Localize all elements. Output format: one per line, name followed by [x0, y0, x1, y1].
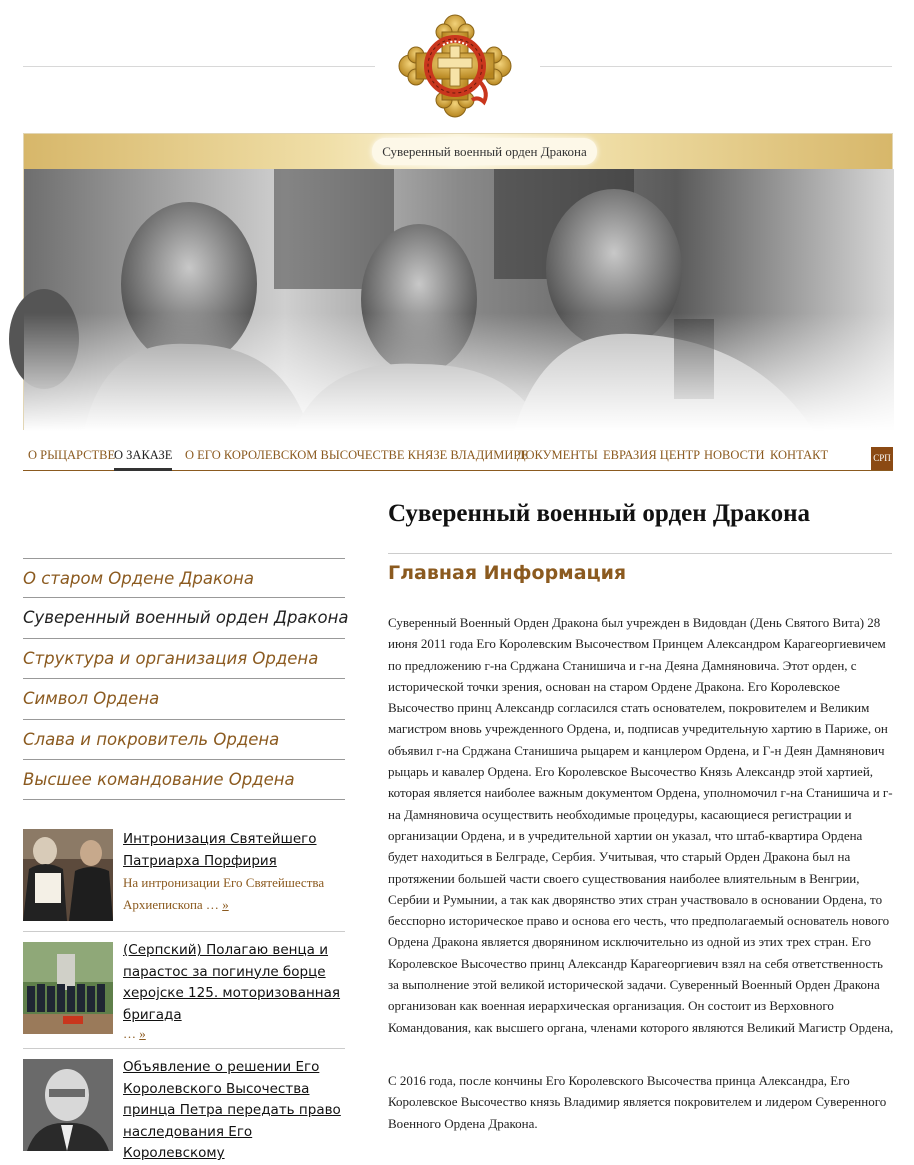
- sidebar-item-glory-patron[interactable]: Слава и покровитель Ордена: [23, 720, 345, 760]
- header-divider-left: [23, 66, 375, 67]
- banner-title: Суверенный военный орден Дракона: [372, 138, 597, 165]
- title-divider: [388, 553, 892, 554]
- news-excerpt-text: …: [123, 1026, 140, 1041]
- news-thumbnail[interactable]: [23, 829, 113, 921]
- news-divider: [23, 1048, 345, 1049]
- nav-item-documents[interactable]: ДОКУМЕНТЫ: [517, 448, 598, 462]
- news-title[interactable]: Объявление о решении Его Королевского Высочества принца Петра передать право наследования Его Королевскому: [123, 1059, 341, 1161]
- order-cross-emblem-icon[interactable]: [398, 12, 512, 120]
- nav-item-eurasia-center[interactable]: ЕВРАЗИЯ ЦЕНТР: [603, 448, 701, 462]
- sidebar-item-structure[interactable]: Структура и организация Ордена: [23, 639, 345, 679]
- body-paragraph: С 2016 года, после кончины Его Королевского Высочества принца Александра, Его Королевское Высочество князь Владимир является покровителем и лидером Суверенного Военного Ордена Дракона.: [388, 1073, 887, 1131]
- language-switch-button[interactable]: СРП: [871, 447, 893, 470]
- header-divider-right: [540, 66, 892, 67]
- news-thumbnail[interactable]: [23, 1059, 113, 1151]
- news-title[interactable]: Интронизация Святейшего Патриарха Порфирия: [123, 831, 317, 869]
- news-excerpt: [123, 872, 351, 915]
- section-heading: Главная Информация: [388, 562, 627, 584]
- news-title[interactable]: (Серпский) Полагаю венца и парастос за погинуле борце херојске 125. моторизованная бригада: [123, 942, 341, 1023]
- page-title: Суверенный военный орден Дракона: [388, 500, 810, 527]
- main-nav: [23, 443, 893, 471]
- read-more-link[interactable]: »: [222, 896, 229, 912]
- sidebar-item-old-order[interactable]: О старом Ордене Дракона: [23, 558, 345, 598]
- nav-item-about-knighthood[interactable]: О РЫЦАРСТВЕ: [28, 448, 116, 462]
- nav-item-news[interactable]: НОВОСТИ: [704, 448, 765, 462]
- news-excerpt: [123, 1023, 351, 1045]
- news-divider: [23, 931, 345, 932]
- sidebar-item-sovereign-order[interactable]: Суверенный военный орден Дракона: [23, 598, 345, 638]
- hero-banner: [23, 133, 893, 430]
- news-thumbnail[interactable]: [23, 942, 113, 1034]
- nav-item-about-prince-vladimir[interactable]: О ЕГО КОРОЛЕВСКОМ ВЫСОЧЕСТВЕ КНЯЗЕ ВЛАДИМИРЕ: [185, 448, 528, 462]
- sidebar-menu: [23, 558, 349, 800]
- sidebar-item-high-command[interactable]: Высшее командование Ордена: [23, 760, 345, 800]
- nav-item-contact[interactable]: КОНТАКТ: [770, 448, 829, 462]
- body-paragraph: Суверенный Военный Орден Дракона был учрежден в Видовдан (День Святого Вита) 28 июня 2011 года Его Королевским Высочеством Принцем Александром Карагеоргиевичем по предложению г-на Срджана Станишича и г-на Деяна Дамняновича. Этот орден, с исторической точки зрения, основан на старом Ордене Дракона. Его Королевское Высочество принц Александр согласился стать основателем, покровителем и Великим магистром вновь учрежденного Ордена, и, подписав учредительную хартию в Париже, он объявил г-на Срджана Станишича рыцарем и канцлером Ордена, и Г-н Деян Дамнянович рыцарь и кавалер Ордена. Его Королевское Высочество Князь Александр этой хартией, которая является наиболее важным документом Ордена, уполномочил г-на Станишича и г-на Дамняновича осуществить необходимые процедуры, касающиеся регистрации и организации Ордена, и в учредительной хартии он указал, что штаб-квартира Ордена будет находиться в Белграде, Сербия. Учитывая, что старый Орден Дракона был на протяжении большей части своего существования наиболее влиятельным в Венгрии, Сербии и Румынии, а так как дворянство этих стран участвовало в основании Ордена, то бесспорно историческое право и основа его честь, что предполагаемый основатель нового Ордена Дракона является дворянином исключительно из одной из этих трех стран. Его Королевское Высочество принц Александр Карагеоргиевич взял на себя ответственность за выполнение этой великой исторической задачи. Суверенный Военный Орден Дракона организован как военная иерархическая организация. Он состоит из Верховного Командования, как высшего органа, членами которого являются Великий Магистр Ордена,: [388, 615, 894, 1035]
- nav-item-about-order[interactable]: О ЗАКАЗЕ: [114, 448, 172, 471]
- news-excerpt-text: На интронизации Его Святейшества Архиепископа …: [123, 875, 325, 912]
- read-more-link[interactable]: »: [139, 1026, 146, 1041]
- hero-photo: [24, 169, 892, 431]
- sidebar-item-symbol[interactable]: Символ Ордена: [23, 679, 345, 719]
